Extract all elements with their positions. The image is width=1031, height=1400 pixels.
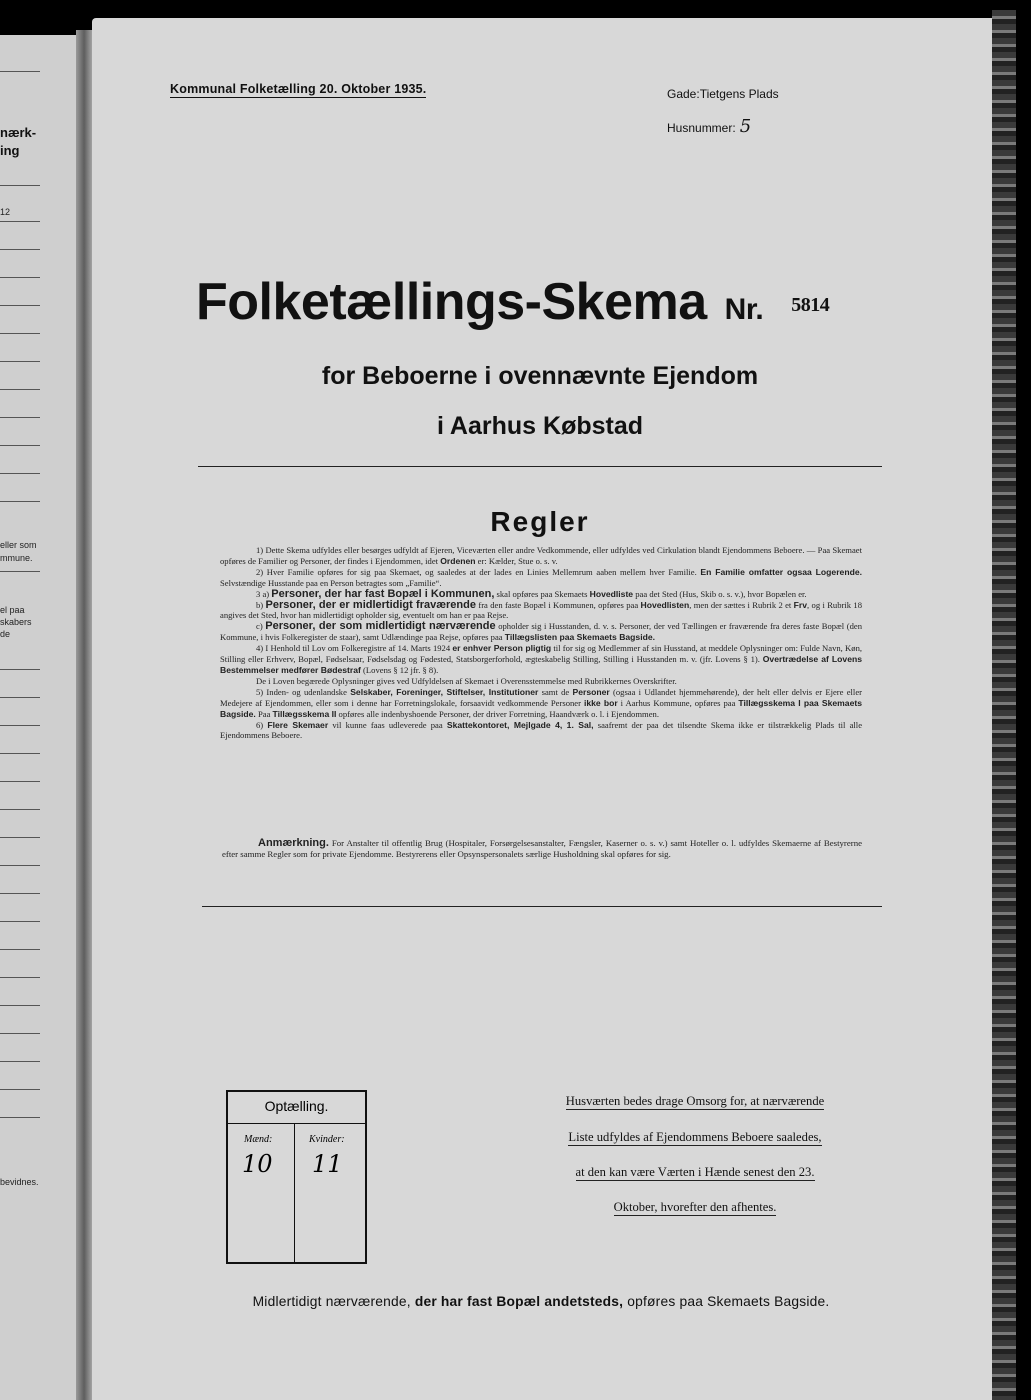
left-page-rule: [0, 697, 40, 698]
left-page-text: eller som: [0, 540, 37, 550]
left-page-rule: [0, 1117, 40, 1118]
rule-1: 1) Dette Skema udfyldes eller besørges udfyldt af Ejeren, Viceværten eller andre Vedkommende, eller udfyldes ved Cirkulation blandt Ejendommens Beboere. — Paa Skemaet opføres de Familier og Personer, der findes i Ejendommen, idet Ordenen er: Kælder, Stue o. s. v.: [220, 545, 862, 566]
left-page-rule: [0, 473, 40, 474]
count-box-divider: [294, 1123, 295, 1262]
rule-5: 5) Inden- og udenlandske Selskaber, Foreninger, Stiftelser, Institutioner samt de Personer (ogsaa i Udlandet hjemmehørende), der helt eller delvis er Ejere eller Medejere af Ejendommen, eller som i denne har Forretningslokale, forsaavidt vedkommende Personer ikke bor i Aarhus Kommune, opføres paa Tillægsskema I paa Skemaets Bagside. Paa Tillægsskema II opføres alle indenbyshoende Personer, der driver Forretning, Haandværk o. l. i Ejendommen.: [220, 686, 862, 719]
street-field: [667, 87, 779, 101]
men-label: Mænd:: [244, 1134, 273, 1145]
left-page-text: 12: [0, 207, 11, 217]
left-page-text: ing: [0, 143, 20, 158]
left-page-rule: [0, 949, 40, 950]
women-count: 11: [312, 1150, 343, 1178]
count-box-title: Optælling.: [264, 1098, 329, 1114]
left-page-rule: [0, 361, 40, 362]
men-count: 10: [242, 1150, 273, 1178]
rule-4b: De i Loven begærede Oplysninger gives ved Udfyldelsen af Skemaet i Overensstemmelse med Rubrikkernes Overskrifter.: [256, 675, 677, 686]
left-page-text: bevidnes.: [0, 1177, 39, 1187]
house-number-label: Husnummer:: [667, 121, 736, 135]
divider-bottom: [202, 906, 882, 907]
left-page-text: el paa: [0, 605, 25, 615]
left-page-rule: [0, 389, 40, 390]
rule-4: 4) I Henhold til Lov om Folkeregistre af 14. Marts 1924 er enhver Person pligtig til for sig og Medlemmer af sin Husstand, at meddele Oplysninger om: Fulde Navn, Køn, Stilling eller Erhverv, Bopæl, Fødselsaar, Fødselsdag og Fødested, Statsborgerforhold, ægteskabelig Stilling, Stilling i Husstanden m. v. (jfr. Lovens § 1). Overtrædelse af Lovens Bestemmelser medfører Bødestraf (Lovens § 12 jfr. § 8).: [220, 643, 863, 675]
left-page-rule: [0, 809, 40, 810]
form-title-main: Folketællings-Skema: [196, 273, 707, 331]
form-title-nr-label: Nr.: [724, 293, 764, 326]
left-page-rule: [0, 417, 40, 418]
women-label: Kvinder:: [309, 1134, 345, 1145]
form-number: 5814: [791, 294, 830, 316]
left-page-rule: [0, 277, 40, 278]
left-page-text: de: [0, 629, 11, 639]
street-label: Gade:: [667, 87, 700, 101]
remark-text: For Anstalter til offentlig Brug (Hospitaler, Forsørgelsesanstalter, Fængsler, Kaserner o. s. v.) samt Hoteller o. l. udfyldes Skemaerne af Bestyrerne efter samme Regler som for private Ejendomme. Bestyrerens eller Opsynspersonalets særlige Husholdning skal opføres for sig.: [222, 838, 862, 860]
left-page-rule: [0, 1061, 40, 1062]
count-box: [226, 1090, 367, 1264]
remark: [222, 838, 862, 861]
count-box-rule: [228, 1123, 365, 1124]
left-page-rule: [0, 921, 40, 922]
left-page-rule: [0, 725, 40, 726]
rule-3c: c) Personer, der som midlertidigt nærværende opholder sig i Husstanden, d. v. s. Personer, der ved Tællingen er fraværende fra deres faste Bopæl (den Kommune, i hvis Folkeregister de staar), samt Udlændinge paa Rejse, opføres paa Tillægslisten paa Skemaets Bagside.: [220, 620, 863, 643]
form-subtitle-1: for Beboerne i ovennævnte Ejendom: [321, 362, 759, 390]
footer-note: Midlertidigt nærværende, der har fast Bopæl andetsteds, opføres paa Skemaets Bagside.: [252, 1294, 830, 1309]
left-page-rule: [0, 1005, 40, 1006]
left-page-rule: [0, 865, 40, 866]
left-page-rule: [0, 669, 40, 670]
form-title: [196, 272, 829, 332]
left-page-rule: [0, 333, 40, 334]
left-page-rule: [0, 893, 40, 894]
divider-top: [198, 466, 882, 467]
left-page-rule: [0, 445, 40, 446]
street-value: Tietgens Plads: [699, 87, 779, 101]
book-spine: [992, 10, 1016, 1400]
left-page-rule: [0, 753, 40, 754]
rules-heading: Regler: [490, 506, 590, 537]
left-page-rule: [0, 1089, 40, 1090]
left-page-fragment: [0, 35, 80, 1400]
left-page-rule: [0, 1033, 40, 1034]
landlord-note-line-3: at den kan være Værten i Hænde senest den 23.: [575, 1165, 815, 1179]
left-page-rule: [0, 501, 40, 502]
landlord-note-line-4: Oktober, hvorefter den afhentes.: [613, 1200, 777, 1214]
house-number-value: 5: [739, 116, 752, 137]
left-page-rule: [0, 185, 40, 186]
remark-lead: Anmærkning.: [258, 837, 329, 849]
census-header: Kommunal Folketælling 20. Oktober 1935.: [170, 82, 427, 96]
left-page-rule: [0, 305, 40, 306]
left-page-rule: [0, 781, 40, 782]
left-page-rule: [0, 221, 40, 222]
landlord-note-line-1: Husværten bedes drage Omsorg for, at nærværende: [565, 1094, 825, 1108]
form-subtitle-2: i Aarhus Købstad: [436, 412, 644, 440]
rules-text: [220, 545, 862, 741]
rule-3b: b) Personer, der er midlertidigt fraværende fra den faste Bopæl i Kommunen, opføres paa Hovedlisten, men der sættes i Rubrik 2 et Frv, og i Rubrik 18 angives det Sted, hvor han midlertidigt opholder sig, eventuelt om han er paa Rejse.: [220, 598, 862, 621]
left-page-rule: [0, 249, 40, 250]
left-page-rule: [0, 71, 40, 72]
left-page-rule: [0, 837, 40, 838]
left-page-text: mmune.: [0, 553, 33, 563]
rule-6: 6) Flere Skemaer vil kunne faas udleverede paa Skattekontoret, Mejlgade 4, 1. Sal, saafremt der paa det tilsendte Skema ikke er tilstrækkelig Plads til alle Ejendommens Beboere.: [220, 719, 863, 741]
left-page-rule: [0, 977, 40, 978]
rule-3a: 3 a) Personer, der har fast Bopæl i Kommunen, skal opføres paa Skemaets Hovedliste paa det Sted (Hus, Skib o. s. v.), hvor Bopælen er.: [256, 587, 807, 600]
left-page-text: nærk-: [0, 125, 37, 140]
left-page-rule: [0, 571, 40, 572]
left-page-text: skabers: [0, 617, 32, 627]
house-number-field: [667, 116, 751, 137]
rule-2: 2) Hver Familie opføres for sig paa Skemaet, og saaledes at der lades en Linies Mellemrum aaben mellem hver Familie. En Familie omfatter ogsaa Logerende. Selvstændige Husstande paa en Person betragtes som „Familie“.: [220, 566, 862, 588]
landlord-note-line-2: Liste udfyldes af Ejendommens Beboere saaledes,: [568, 1130, 822, 1144]
